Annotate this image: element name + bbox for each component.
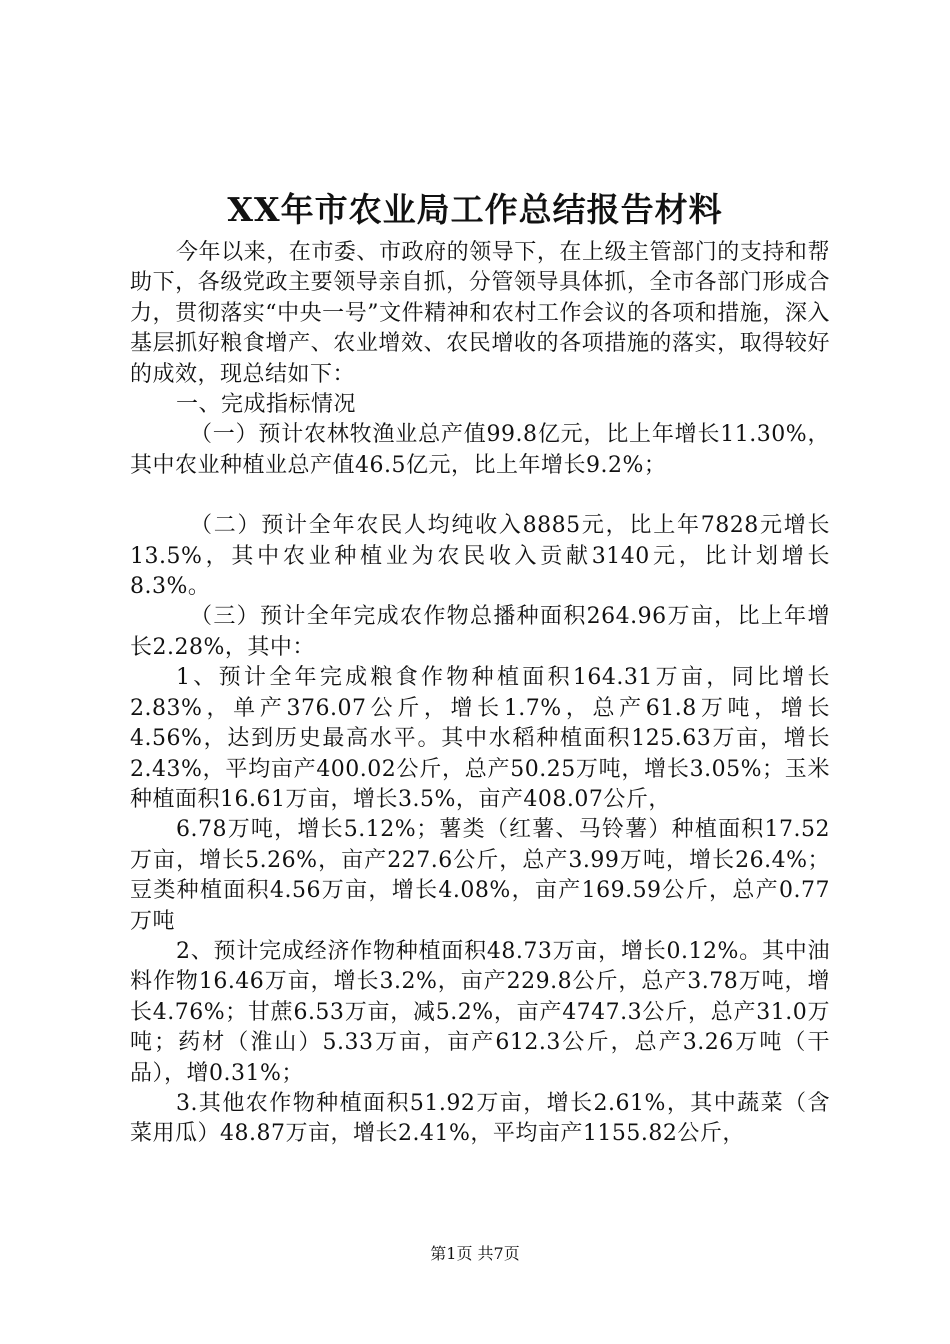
- document-body: [130, 238, 830, 1150]
- paragraph-other-crops: 3.其他农作物种植面积51.92万亩，增长2.61%，其中蔬菜（含菜用瓜）48.87万亩，增长2.41%，平均亩产1155.82公斤，: [130, 1090, 830, 1147]
- paragraph-item-2: （二）预计全年农民人均纯收入8885元，比上年7828元增长13.5%，其中农业种植业为农民收入贡献3140元，比计划增长8.3%。: [130, 513, 830, 600]
- document-title: XX年市农业局工作总结报告材料: [227, 190, 723, 229]
- paragraph-item-3: （三）预计全年完成农作物总播种面积264.96万亩，比上年增长2.28%，其中：: [130, 604, 830, 660]
- paragraph-intro: 今年以来，在市委、市政府的领导下，在上级主管部门的支持和帮助下，各级党政主要领导亲自抓，分管领导具体抓，全市各部门形成合力，贯彻落实“中央一号”文件精神和农村工作会议的各项和措施，深入基层抓好粮食增产、农业增效、农民增收的各项措施的落实，取得较好的成效，现总结如下：: [130, 240, 830, 387]
- paragraph-item-1: （一）预计农林牧渔业总产值99.8亿元，比上年增长11.30%，其中农业种植业总产值46.5亿元，比上年增长9.2%；: [130, 422, 830, 478]
- section-heading: 一、完成指标情况: [176, 392, 357, 418]
- page-footer: 第1页 共7页: [430, 1244, 520, 1263]
- blank-line: [130, 481, 830, 511]
- paragraph-cash-crops: 2、预计完成经济作物种植面积48.73万亩，增长0.12%。其中油料作物16.46万亩，增长3.2%，亩产229.8公斤，总产3.78万吨，增长4.76%；甘蔗6.53万亩，减5.2%，亩产4747.3公斤，总产31.0万吨；药材（淮山）5.33万亩，亩产612.3公斤，总产3.26万吨（干品），增0.31%；: [130, 938, 830, 1086]
- paragraph-grain-cont: 6.78万吨，增长5.12%；薯类（红薯、马铃薯）种植面积17.52万亩，增长5.26%，亩产227.6公斤，总产3.99万吨，增长26.4%；豆类种植面积4.56万亩，增长4.08%，亩产169.59公斤，总产0.77万吨: [130, 817, 830, 934]
- paragraph-grain: 1、预计全年完成粮食作物种植面积164.31万亩，同比增长2.83%，单产376.07公斤，增长1.7%，总产61.8万吨，增长4.56%，达到历史最高水平。其中水稻种植面积125.63万亩，增长2.43%，平均亩产400.02公斤，总产50.25万吨，增长3.05%；玉米种植面积16.61万亩，增长3.5%，亩产408.07公斤，: [130, 665, 830, 812]
